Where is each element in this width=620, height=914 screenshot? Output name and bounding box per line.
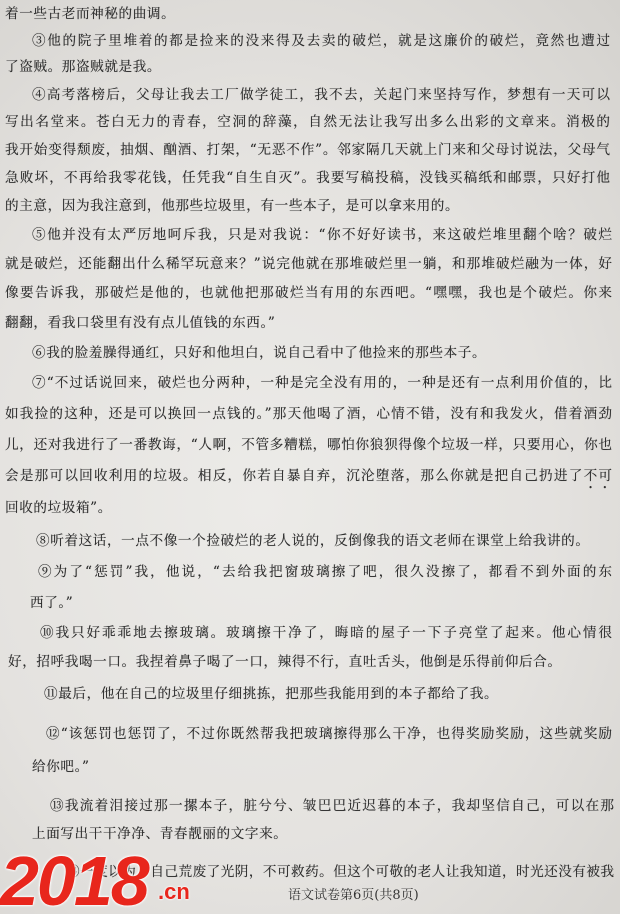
text-line: 给你吧。” [32, 759, 90, 775]
text-line [5, 466, 612, 486]
text-line: 翻翻，看我口袋里有没有点儿值钱的东西。” [5, 315, 276, 331]
text-segment: 会是那可以回收利用的垃圾。相反，你若自暴自弃，沉沦堕落，那么你就是把自己扔进了 [5, 468, 584, 484]
text-line: 着一些古老而神秘的曲调。 [5, 6, 176, 22]
text-line: 急败坏，不再给我零花钱，任凭我“自生自灭”。我要写稿投稿，没钱买稿纸和邮票，只好打他 [5, 170, 610, 186]
text-line: ⑦“不过话说回来，破烂也分两种，一种是完全没有用的，一种是还有一点利用价值的，比 [32, 375, 612, 391]
text-line: ⑫“该惩罚也惩罚了，不过你既然帮我把玻璃擦得那么干净，也得奖励奖励，这些就奖励 [46, 726, 612, 742]
text-line: 儿，还对我进行了一番教诲，“人啊，不管多糟糕，哪怕你狼狈得像个垃圾一样，只要用心，你也 [5, 437, 612, 453]
text-line: 如我捡的这种，还是可以换回一点钱的。”那天他喝了酒，心情不错，没有和我发火，借着酒劲 [5, 406, 612, 422]
text-line: ⑭一度以为，自己荒废了光阴，不可救药。但这个可敬的老人让我知道，时光还没有被我 [66, 864, 614, 880]
text-line: 我开始变得颓废，抽烟、酗酒、打架，“无恶不作”。邻家隔几天就上门来和父母讨说法，父母气 [5, 142, 610, 158]
text-line: 的主意，因为我注意到，他那些垃圾里，有一些本子，是可以拿来用的。 [5, 198, 460, 214]
text-line: 就是破烂，还能翻出什么稀罕玩意来？”说完他就在那堆破烂里一躺，和那堆破烂融为一体，好 [5, 256, 612, 272]
text-line: 回收的垃圾箱”。 [5, 500, 112, 516]
emphasis-dots-text: 不可 [583, 468, 613, 484]
text-line: ⑤他并没有太严厉地呵斥我，只是对我说：“你不好好读书，来这破烂堆里翻个啥？破烂 [32, 227, 612, 243]
watermark-logo-suffix: .cn [158, 879, 190, 904]
text-line: 西了。” [30, 595, 74, 611]
text-line: 好，招呼我喝一口。我捏着鼻子喝了一口，辣得不行，直吐舌头，他倒是乐得前仰后合。 [8, 654, 562, 670]
text-line: 写出名堂来。苍白无力的青春，空洞的辞藻，自然无法让我写出多么出彩的文章来。消极的 [5, 114, 610, 130]
page-footer: 语文试卷第6页(共8页) [288, 888, 419, 903]
text-line: 像要告诉我，那破烂是他的，也就他把那破烂当有用的东西吧。“嘿嘿，我也是个破烂。你来 [5, 285, 612, 301]
text-line: ④高考落榜后，父母让我去工厂做学徒工，我不去，关起门来坚持写作，梦想有一天可以 [32, 87, 610, 103]
text-line: ③他的院子里堆着的都是捡来的没来得及去卖的破烂，就是这廉价的破烂，竟然也遭过 [32, 33, 610, 49]
text-line: ⑬我流着泪接过那一摞本子，脏兮兮、皱巴巴近迟暮的本子，我却坚信自己，可以在那 [50, 798, 614, 814]
text-line: ⑧听着这话，一点不像一个捡破烂的老人说的，反倒像我的语文老师在课堂上给我讲的。 [36, 533, 590, 549]
text-line: ⑨为了“惩罚”我，他说，“去给我把窗玻璃擦了吧，很久没擦了，都看不到外面的东 [38, 564, 612, 580]
text-line: 了盗贼。那盗贼就是我。 [5, 59, 162, 75]
watermark-logo-number: 2018 [0, 842, 148, 914]
text-line: 上面写出干干净净、青春靓丽的文字来。 [32, 826, 288, 842]
text-line: ⑪最后，他在自己的垃圾里仔细挑拣，把那些我能用到的本子都给了我。 [44, 686, 499, 702]
text-line: ⑥我的脸羞臊得通红，只好和他坦白，说自己看中了他捡来的那些本子。 [32, 345, 487, 361]
text-line: ⑩我只好乖乖地去擦玻璃。玻璃擦干净了，晦暗的屋子一下子亮堂了起来。他心情很 [40, 625, 612, 641]
